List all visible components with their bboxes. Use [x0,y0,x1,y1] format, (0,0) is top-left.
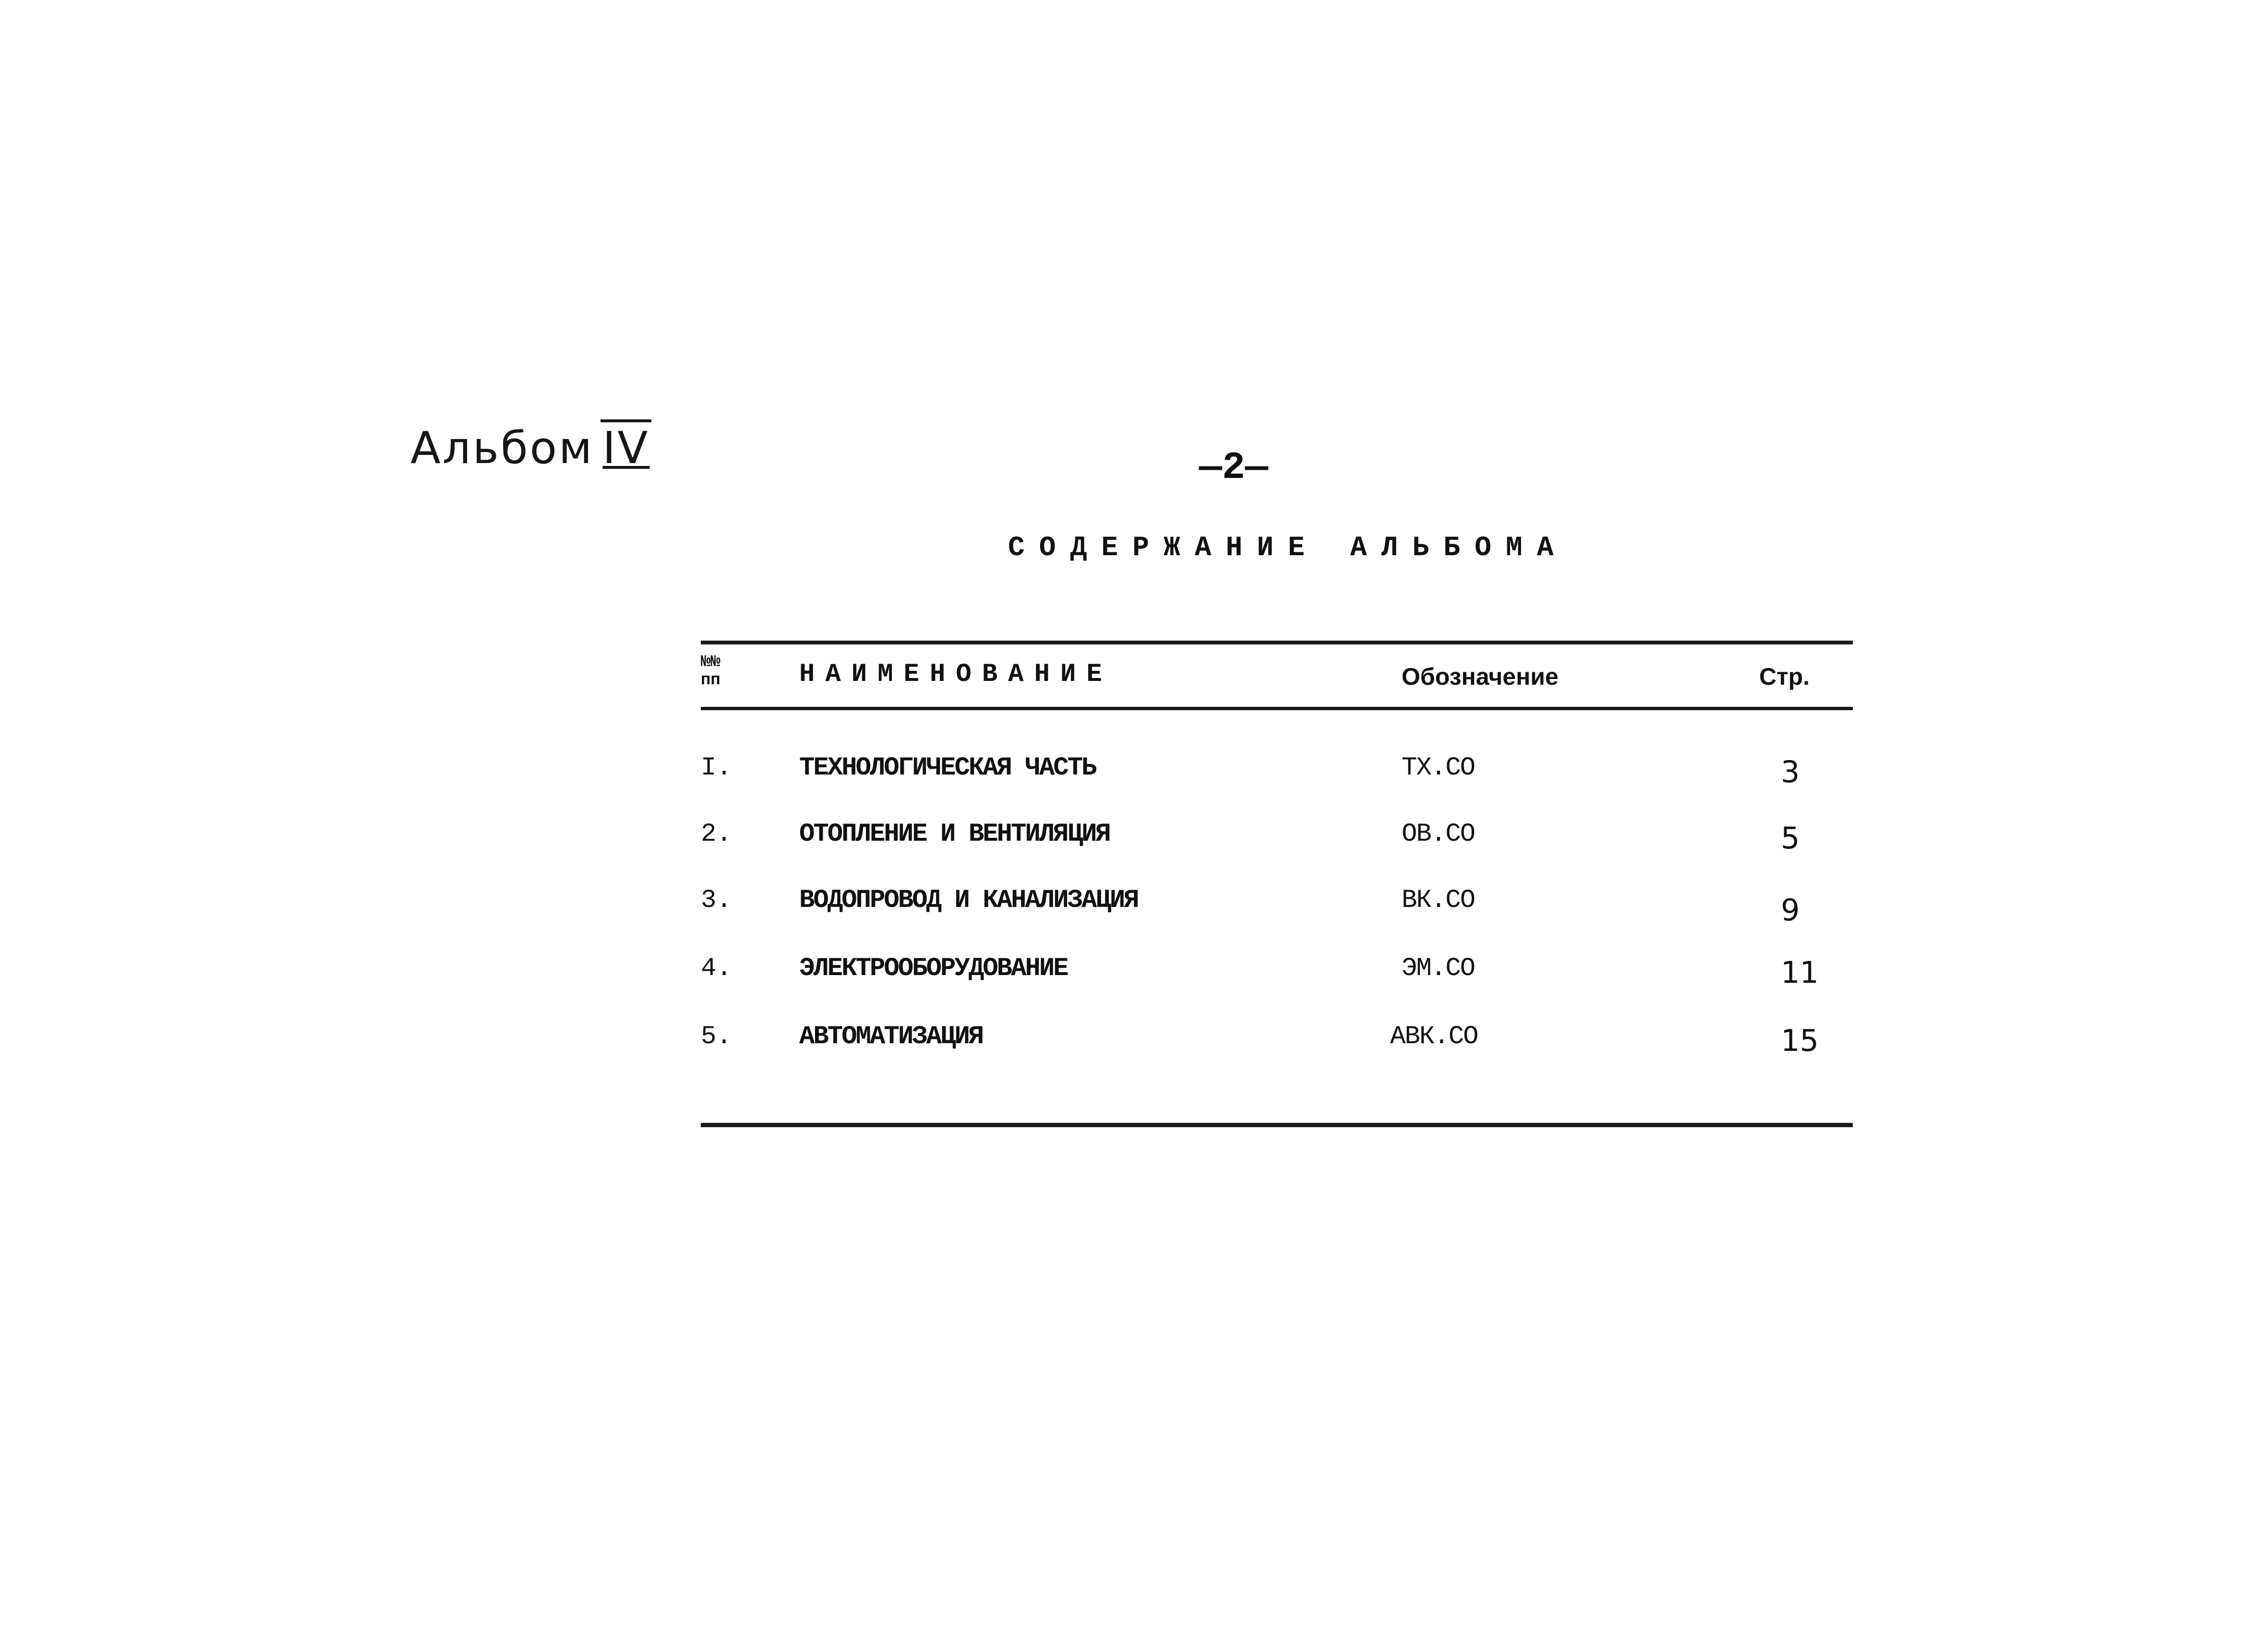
table-body [701,710,1853,1123]
table-top-rule [701,641,1853,644]
row-name: АВТОМАТИЗАЦИЯ [799,1022,983,1051]
row-designation: ОВ.СО [1402,820,1475,849]
header-designation: Обозначение [1402,663,1559,690]
row-page: 15 [1781,1023,1819,1058]
row-designation: ЭМ.СО [1402,954,1475,983]
row-number: I. [701,753,732,783]
header-number: №№ пп [701,653,720,690]
header-page: Стр. [1759,663,1810,690]
page-number: —2— [1199,446,1269,490]
row-page: 9 [1781,893,1800,928]
table-header-rule [701,707,1853,710]
row-number: 2. [701,820,732,849]
table-bottom-rule [701,1123,1853,1127]
row-designation: ВК.СО [1402,886,1475,915]
table-row [701,820,1853,868]
row-name: ЭЛЕКТРООБОРУДОВАНИЕ [799,954,1068,983]
row-designation: АВК.СО [1390,1022,1478,1051]
row-designation: ТХ.СО [1402,753,1475,783]
row-number: 5. [701,1022,732,1051]
row-name: ВОДОПРОВОД И КАНАЛИЗАЦИЯ [799,886,1138,915]
row-number: 4. [701,954,732,983]
album-volume-number: IV [600,419,651,474]
table-row [701,753,1853,801]
table-row [701,954,1853,1002]
document-title: СОДЕРЖАНИЕ АЛЬБОМА [1008,533,1568,564]
album-label-text: Альбом [410,422,594,474]
contents-table [701,641,1853,1127]
table-row [701,886,1853,934]
row-page: 5 [1781,821,1800,856]
row-page: 11 [1781,955,1819,990]
row-number: 3. [701,886,732,915]
header-name: НАИМЕНОВАНИЕ [799,660,1113,689]
table-row [701,1022,1853,1070]
row-name: ОТОПЛЕНИЕ И ВЕНТИЛЯЦИЯ [799,820,1110,849]
row-name: ТЕХНОЛОГИЧЕСКАЯ ЧАСТЬ [799,753,1096,783]
table-header-row [701,644,1853,707]
album-label [410,422,651,474]
row-page: 3 [1781,754,1800,789]
